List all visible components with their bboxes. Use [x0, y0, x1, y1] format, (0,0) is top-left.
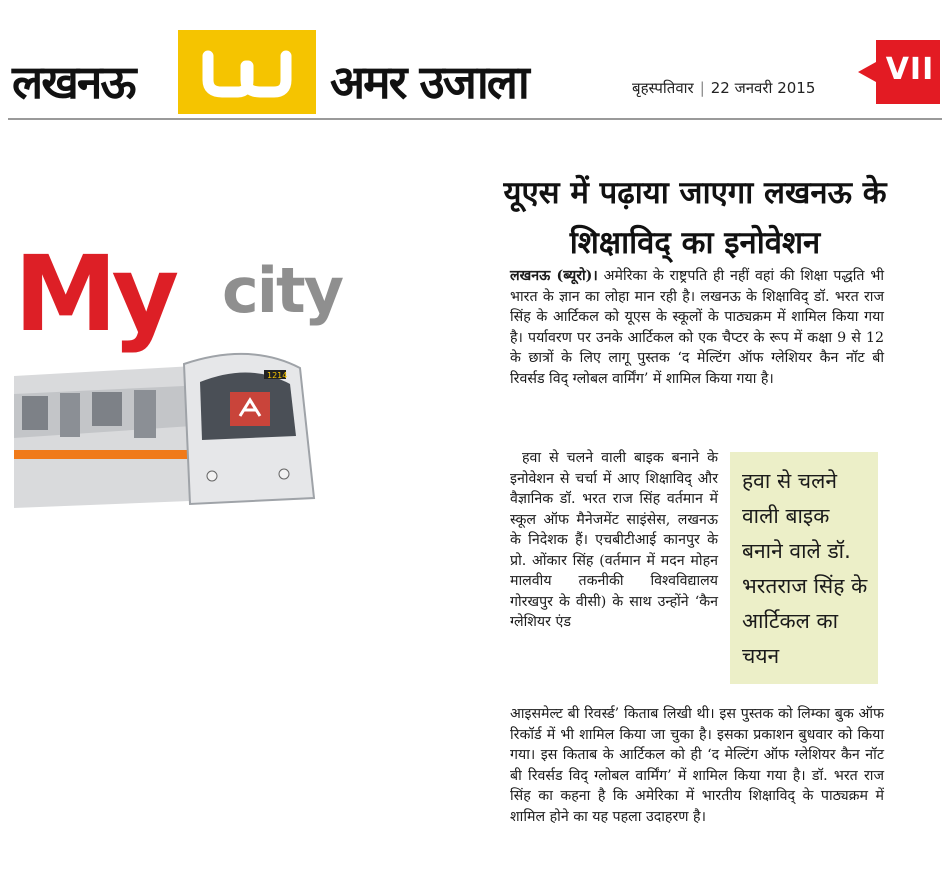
issue-date-value: 22 जनवरी 2015: [710, 79, 816, 97]
article-continuation: आइसमेल्ट बी रिवर्स्ड’ किताब लिखी थी। इस पुस्तक को लिम्का बुक ऑफ रिकॉर्ड में भी शामिल किया जा चुका है। इसका प्रकाशन बुधवार को किया गया। इस किताब के आर्टिकल को ही ‘द मेल्टिंग ऑफ ग्लेशियर कैन नॉट बी रिवर्सड विद् ग्लोबल वार्मिंग’ में शामिल किया गया है। डॉ. भरत राज सिंह का कहना है कि अमेरिका में भारतीय शिक्षाविद् के पाठ्यक्रम में शामिल होने का यह पहला उदाहरण है।: [510, 706, 884, 825]
article-column-text: हवा से चलने वाली बाइक बनाने के इनोवेशन से चर्चा में आए शिक्षाविद् और वैज्ञानिक डॉ. भरत राज सिंह वर्तमान में स्कूल ऑफ मैनेजमेंट साइंसेस, लखनऊ के निदेशक हैं। एचबीटीआई कानपुर के प्रो. ओंकार सिंह (वर्तमान में मदन मोहन मालवीय तकनीकी विश्वविद्यालय गोरखपुर के वीसी) के साथ उन्होंने ‘कैन ग्लेशियर एंड: [510, 450, 718, 630]
issue-day: बृहस्पतिवार: [632, 79, 694, 97]
date-separator: |: [699, 79, 705, 97]
masthead-divider: [8, 118, 942, 120]
logo-mark-icon: [178, 30, 316, 114]
article-intro: [510, 266, 884, 389]
mycity-my-text: My: [14, 233, 174, 355]
train-number: 1214: [267, 371, 288, 380]
metro-train-icon: [14, 354, 314, 508]
article-dateline: लखनऊ (ब्यूरो)।: [510, 268, 598, 284]
masthead-city: लखनऊ: [12, 55, 135, 109]
mycity-city-text: city: [222, 254, 343, 327]
page-number-tag: [858, 40, 940, 104]
article-intro-text: अमेरिका के राष्ट्रपति ही नहीं वहां की शिक्षा पद्धति भी भारत के ज्ञान का लोहा मान रही है। लखनऊ के शिक्षाविद् डॉ. भरत राज सिंह के आर्टिकल को यूएस के स्कूलों के पाठ्यक्रम में शामिल किया गया है। पर्यावरण पर उनके आर्टिकल को एक चैप्टर के रूप में कक्षा 9 से 12 के छात्रों के लिए लागू पुस्तक ‘द मेल्टिंग ऑफ ग्लेशियर कैन नॉट बी रिवर्सड विद् ग्लोबल वार्मिंग’ में शामिल किया गया है।: [510, 268, 884, 387]
newspaper-logo: [178, 30, 316, 114]
article-headline: यूएस में पढ़ाया जाएगा लखनऊ के शिक्षाविद् का इनोवेशन: [503, 175, 887, 261]
issue-date: [632, 78, 815, 98]
newspaper-name: अमर उजाला: [330, 55, 528, 109]
page-number: VII: [885, 52, 935, 87]
mycity-section-graphic: [14, 226, 414, 508]
article-pullquote: हवा से चलने वाली बाइक बनाने वाले डॉ. भरतराज सिंह के आर्टिकल का चयन: [730, 452, 878, 684]
